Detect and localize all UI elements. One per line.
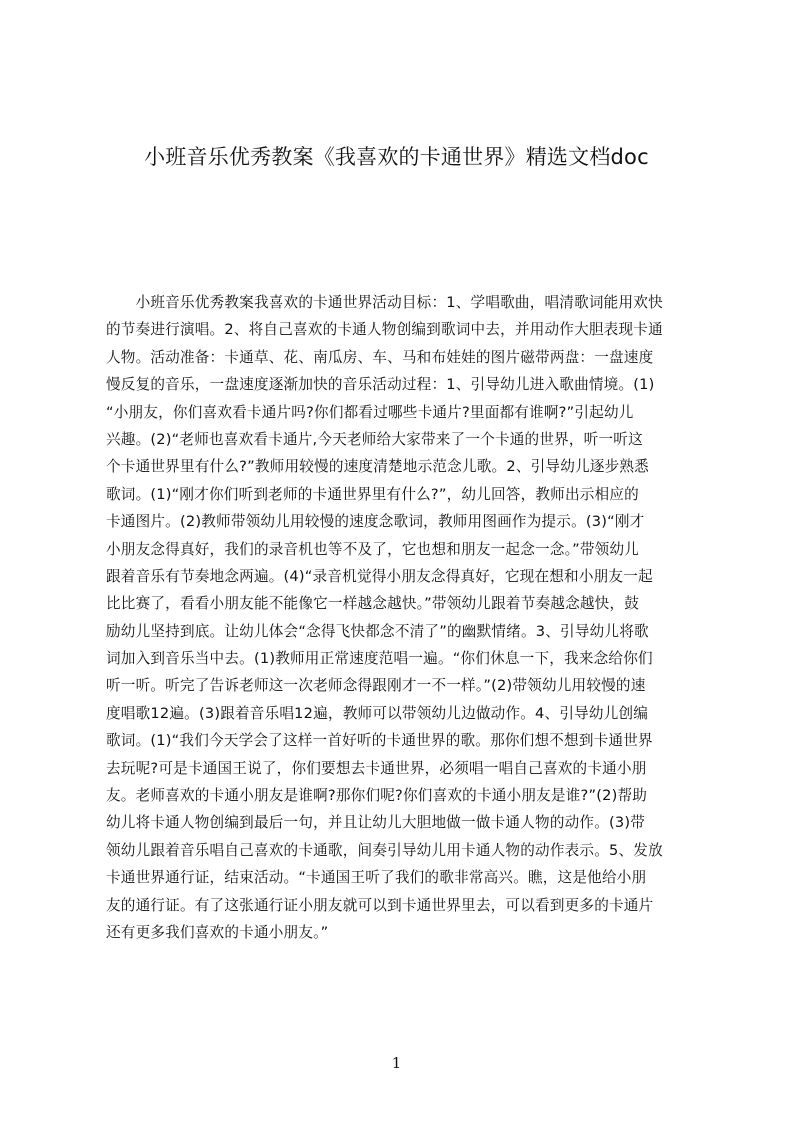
body-line: 的节奏进行演唱。2、将自己喜欢的卡通人物创编到歌词中去，并用动作大胆表现卡通	[106, 321, 663, 339]
document-title: 小班音乐优秀教案《我喜欢的卡通世界》精选文档doc	[144, 145, 649, 169]
body-line: 幼儿将卡通人物创编到最后一句，并且让幼儿大胆地做一做卡通人物的动作。(3)带	[106, 814, 646, 832]
body-line: “小朋友，你们喜欢看卡通片吗?你们都看过哪些卡通片?里面都有谁啊?”引起幼儿	[106, 403, 634, 421]
body-line: 励幼儿坚持到底。让幼儿体会“念得飞快都念不清了”的幽默情绪。3、引导幼儿将歌	[106, 622, 649, 640]
body-line: 友。老师喜欢的卡通小朋友是谁啊?那你们呢?你们喜欢的卡通小朋友是谁?”(2)帮助	[106, 787, 648, 805]
body-line: 去玩呢?可是卡通国王说了，你们要想去卡通世界，必须唱一唱自己喜欢的卡通小朋	[106, 759, 647, 777]
body-line: 卡通世界通行证，结束活动。“卡通国王听了我们的歌非常高兴。瞧，这是他给小朋	[106, 869, 647, 887]
body-line: 比比赛了，看看小朋友能不能像它一样越念越快。”带领幼儿跟着节奏越念越快，鼓	[106, 595, 640, 613]
body-line: 友的通行证。有了这张通行证小朋友就可以到卡通世界里去，可以看到更多的卡通片	[106, 896, 654, 914]
body-line: 词加入到音乐当中去。(1)教师用正常速度范唱一遍。“你们休息一下，我来念给你们	[106, 650, 653, 668]
body-line: 听一听。听完了告诉老师这一次老师念得跟刚才一不一样。”(2)带领幼儿用较慢的速	[106, 677, 646, 695]
body-line: 还有更多我们喜欢的卡通小朋友。”	[106, 923, 329, 941]
body-line: 慢反复的音乐，一盘速度逐渐加快的音乐活动过程：1、引导幼儿进入歌曲情境。(1)	[106, 376, 655, 394]
body-line: 个卡通世界里有什么?”教师用较慢的速度清楚地示范念儿歌。2、引导幼儿逐步熟悉	[106, 458, 649, 476]
body-line: 小朋友念得真好，我们的录音机也等不及了，它也想和朋友一起念一念。”带领幼儿	[106, 540, 640, 558]
body-line: 歌词。(1)“我们今天学会了这样一首好听的卡通世界的歌。那你们想不想到卡通世界	[106, 732, 653, 750]
body-line: 跟着音乐有节奏地念两遍。(4)“录音机觉得小朋友念得真好，它现在想和小朋友一起	[106, 567, 653, 585]
body-line: 小班音乐优秀教案我喜欢的卡通世界活动目标：1、学唱歌曲，唱清歌词能用欢快	[106, 294, 663, 311]
body-line: 领幼儿跟着音乐唱自己喜欢的卡通歌，间奏引导幼儿用卡通人物的动作表示。5、发放	[106, 841, 663, 859]
body-line: 人物。活动准备：卡通草、花、南瓜房、车、马和布娃娃的图片磁带两盘：一盘速度	[106, 348, 654, 366]
body-line: 卡通图片。(2)教师带领幼儿用较慢的速度念歌词，教师用图画作为提示。(3)“刚才	[106, 513, 645, 531]
page-number: 1	[391, 1054, 402, 1072]
body-line: 度唱歌12遍。(3)跟着音乐唱12遍，教师可以带领幼儿边做动作。4、引导幼儿创编	[106, 704, 649, 722]
document-body	[106, 289, 711, 946]
body-line: 兴趣。(2)“老师也喜欢看卡通片,今天老师给大家带来了一个卡通的世界，听一听这	[106, 430, 643, 448]
body-line: 歌词。(1)“刚才你们听到老师的卡通世界里有什么?”，幼儿回答，教师出示相应的	[106, 485, 639, 503]
